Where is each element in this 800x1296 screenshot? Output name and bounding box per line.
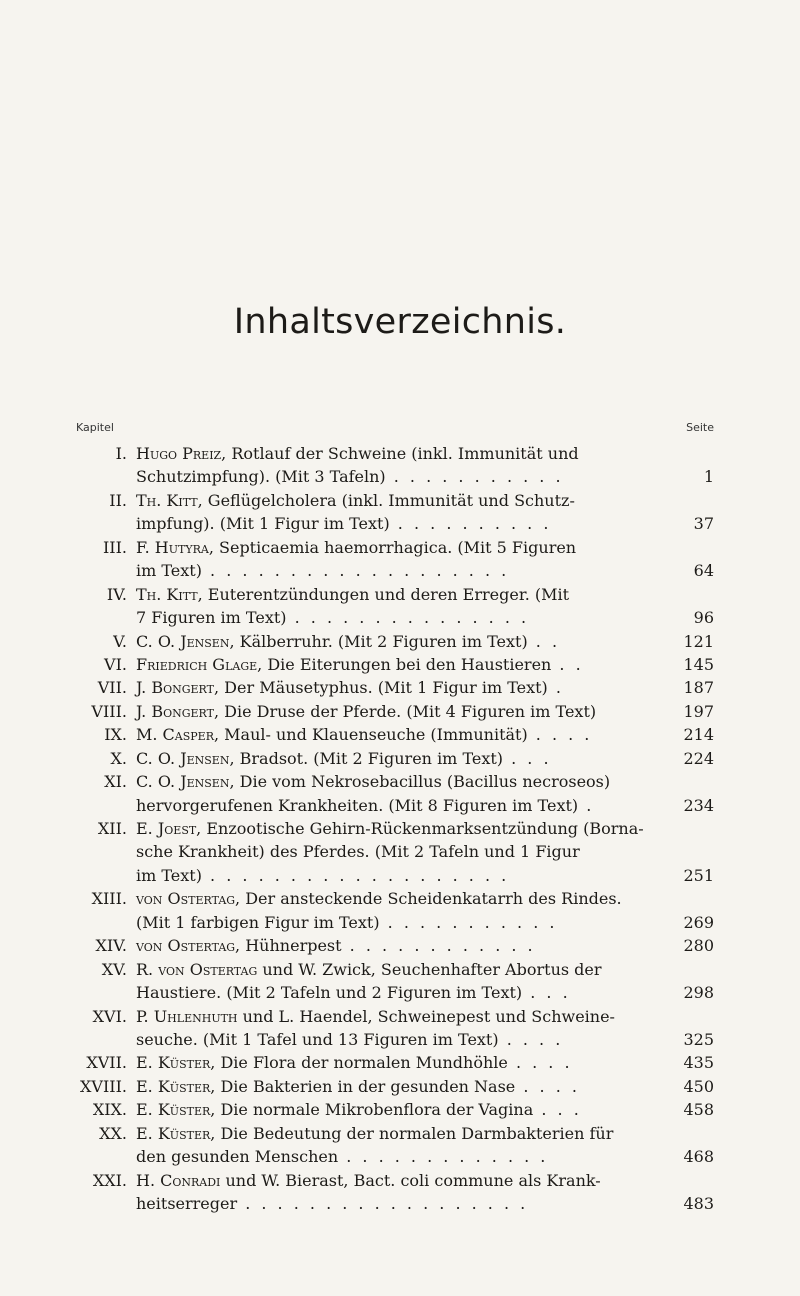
toc-line: [70, 981, 714, 1004]
entry-title: und L. Haendel, Schweinepest und Schweine-: [237, 1006, 615, 1026]
entry-title: Die vom Nekrosebacillus (Bacillus necroseos): [234, 772, 611, 792]
toc-line: [70, 653, 714, 676]
toc-line: [70, 489, 714, 512]
toc-entry: [70, 934, 714, 957]
chapter-number: XII.: [97, 819, 127, 838]
toc-line: [70, 817, 714, 840]
author-name: von Ostertag,: [136, 936, 241, 956]
toc-line: [70, 1169, 714, 1192]
page-number: 197: [683, 701, 714, 721]
author-name: H. Conradi: [136, 1170, 221, 1190]
entry-title: Die Flora der normalen Mundhöhle: [215, 1053, 508, 1073]
toc-entry: [70, 489, 714, 536]
page-number: 483: [683, 1194, 714, 1213]
toc-line: [70, 911, 714, 934]
toc-line: [70, 1098, 714, 1121]
page-title: Inhaltsverzeichnis.: [233, 302, 567, 342]
entry-title: Maul- und Klauenseuche (Immunität): [219, 725, 528, 745]
toc-entry: [70, 723, 714, 746]
entry-title: (Mit 1 farbigen Figur im Text): [136, 912, 380, 932]
author-name: M. Casper,: [136, 725, 220, 745]
author-name: J. Bongert,: [136, 678, 220, 698]
entry-title: hervorgerufenen Krankheiten. (Mit 8 Figuren im Text): [136, 795, 579, 815]
toc-line: [70, 864, 714, 887]
leader-dots: . .: [551, 654, 584, 674]
toc-entry: [70, 817, 714, 887]
toc-line: [70, 559, 714, 582]
toc-entry: [70, 583, 714, 630]
author-name: Th. Kitt,: [136, 490, 203, 510]
entry-title: im Text): [136, 561, 202, 581]
page-number: 269: [683, 912, 714, 932]
entry-title: Haustiere. (Mit 2 Tafeln und 2 Figuren im Text): [136, 983, 523, 1003]
toc-line: [70, 1005, 714, 1028]
entry-title: den gesunden Menschen: [136, 1147, 339, 1167]
entry-title: Septicaemia haemorrhagica. (Mit 5 Figuren: [213, 537, 577, 557]
entry-title: Schutzimpfung). (Mit 3 Tafeln): [136, 467, 386, 487]
toc-line: [70, 606, 714, 629]
toc-entry: [70, 700, 714, 723]
leader-dots: . .: [527, 631, 561, 651]
author-name: Hugo Preiz,: [136, 444, 227, 463]
chapter-number: XVIII.: [80, 1076, 127, 1096]
author-name: C. O. Jensen,: [136, 772, 235, 792]
entry-title: sche Krankheit) des Pferdes. (Mit 2 Tafeln und 1 Figur: [136, 842, 580, 862]
entry-title: Enzootische Gehirn-Rückenmarksentzündung (Borna-: [201, 819, 644, 838]
table-of-contents: [70, 442, 714, 1215]
leader-dots: . . .: [522, 983, 571, 1003]
page-number: 224: [683, 748, 714, 768]
leader-dots: . . . .: [498, 1029, 564, 1049]
page-number: 298: [683, 983, 714, 1003]
author-name: von Ostertag,: [136, 889, 241, 909]
page-column-header: Seite: [686, 421, 714, 434]
page-number: 1: [703, 467, 714, 487]
leader-dots: . . . .: [527, 725, 593, 745]
entry-title: Geflügelcholera (inkl. Immunität und Schutz-: [202, 490, 575, 510]
chapter-number: VI.: [104, 654, 127, 674]
author-name: J. Bongert,: [136, 701, 220, 721]
leader-dots: . . . . . . . . . . .: [379, 912, 558, 932]
toc-entry: [70, 536, 714, 583]
leader-dots: . . . . . . . . . . .: [385, 467, 564, 487]
entry-title: und W. Bierast, Bact. coli commune als Krank-: [220, 1170, 601, 1190]
author-name: Th. Kitt,: [136, 584, 203, 604]
toc-entry: [70, 676, 714, 699]
author-name: F. Hutyra,: [136, 537, 214, 557]
leader-dots: .: [547, 678, 564, 698]
chapter-number: XX.: [99, 1123, 127, 1143]
author-name: E. Küster,: [136, 1123, 216, 1143]
leader-dots: . . . .: [515, 1076, 580, 1096]
entry-title: Die Eiterungen bei den Haustieren: [262, 654, 552, 674]
toc-line: [70, 1028, 714, 1051]
author-name: E. Küster,: [136, 1053, 216, 1073]
leader-dots: . . .: [533, 1100, 582, 1120]
author-name: Friedrich Glage,: [136, 654, 263, 674]
toc-line: [70, 840, 714, 863]
toc-line: [70, 1051, 714, 1074]
page-number: 96: [693, 608, 714, 628]
toc-line: [70, 794, 714, 817]
author-name: R. von Ostertag: [136, 959, 258, 979]
chapter-number: XIV.: [95, 936, 127, 956]
chapter-number: II.: [109, 490, 127, 510]
page-number: 251: [683, 865, 714, 885]
page-number: 187: [683, 678, 714, 698]
toc-line: [70, 723, 714, 746]
toc-line: [70, 700, 714, 723]
chapter-number: IX.: [104, 725, 127, 745]
page-number: 280: [683, 936, 714, 956]
chapter-number: XI.: [104, 772, 127, 792]
toc-line: [70, 465, 714, 488]
page-number: 145: [683, 654, 714, 674]
entry-title: Kälberruhr. (Mit 2 Figuren im Text): [234, 631, 528, 651]
chapter-number: IV.: [106, 584, 127, 604]
toc-line: [70, 512, 714, 535]
chapter-number: VIII.: [91, 701, 127, 721]
toc-line: [70, 676, 714, 699]
entry-title: Die Bakterien in der gesunden Nase: [215, 1076, 516, 1096]
page-number: 37: [693, 514, 714, 534]
page-number: 435: [683, 1053, 714, 1073]
entry-title: impfung). (Mit 1 Figur im Text): [136, 514, 390, 534]
toc-line: [70, 747, 714, 770]
chapter-number: V.: [113, 631, 127, 651]
toc-entry: [70, 747, 714, 770]
chapter-number: XV.: [101, 959, 127, 979]
toc-line: [70, 1192, 714, 1215]
toc-line: [70, 442, 714, 465]
page-number: 325: [683, 1029, 714, 1049]
entry-title: Der ansteckende Scheidenkatarrh des Rindes.: [240, 889, 622, 909]
page-number: 121: [683, 631, 714, 651]
chapter-column-header: Kapitel: [76, 421, 114, 434]
entry-title: Euterentzündungen und deren Erreger. (Mit: [202, 584, 570, 604]
chapter-number: XVI.: [92, 1006, 127, 1026]
leader-dots: . . .: [503, 748, 552, 768]
author-name: P. Uhlenhuth: [136, 1006, 238, 1026]
author-name: C. O. Jensen,: [136, 748, 235, 768]
toc-entry: [70, 1169, 714, 1216]
toc-entry: [70, 887, 714, 934]
entry-title: Die normale Mikrobenflora der Vagina: [215, 1100, 534, 1120]
page-number: 214: [683, 725, 714, 745]
chapter-number: VII.: [97, 678, 127, 698]
leader-dots: . . . . . . . . . . . . . . .: [286, 608, 530, 628]
leader-dots: . . . . . . . . . . . .: [341, 936, 536, 956]
leader-dots: . . . .: [507, 1053, 573, 1073]
toc-entry: [70, 442, 714, 489]
leader-dots: . . . . . . . . . . . . . . . . . .: [237, 1194, 529, 1213]
toc-line: [70, 630, 714, 653]
entry-title: heitserreger: [136, 1194, 238, 1213]
toc-line: [70, 583, 714, 606]
leader-dots: . . . . . . . . . . . . .: [338, 1147, 549, 1167]
entry-title: seuche. (Mit 1 Tafel und 13 Figuren im Text): [136, 1029, 499, 1049]
author-name: E. Küster,: [136, 1100, 216, 1120]
entry-title: Die Druse der Pferde. (Mit 4 Figuren im Text): [219, 701, 597, 721]
chapter-number: XIII.: [91, 889, 127, 909]
page-number: 64: [693, 561, 714, 581]
chapter-number: X.: [110, 748, 127, 768]
toc-line: [70, 536, 714, 559]
leader-dots: . . . . . . . . . . . . . . . . . . .: [201, 561, 510, 581]
toc-line: [70, 958, 714, 981]
author-name: E. Küster,: [136, 1076, 216, 1096]
chapter-number: XXI.: [92, 1170, 127, 1190]
toc-line: [70, 934, 714, 957]
toc-entry: [70, 1005, 714, 1052]
author-name: E. Joest,: [136, 819, 202, 838]
page-number: 234: [683, 795, 714, 815]
entry-title: Hühnerpest: [240, 936, 342, 956]
toc-entry: [70, 1122, 714, 1169]
chapter-number: I.: [115, 444, 127, 463]
leader-dots: .: [578, 795, 595, 815]
chapter-number: XVII.: [86, 1053, 127, 1073]
chapter-number: III.: [102, 537, 127, 557]
toc-entry: [70, 653, 714, 676]
chapter-number: XIX.: [92, 1100, 127, 1120]
toc-line: [70, 1145, 714, 1168]
entry-title: im Text): [136, 865, 202, 885]
toc-entry: [70, 958, 714, 1005]
entry-title: und W. Zwick, Seuchenhafter Abortus der: [257, 959, 602, 979]
entry-title: Der Mäusetyphus. (Mit 1 Figur im Text): [219, 678, 548, 698]
entry-title: Die Bedeutung der normalen Darmbakterien für: [215, 1123, 614, 1143]
toc-line: [70, 887, 714, 910]
entry-title: 7 Figuren im Text): [136, 608, 287, 628]
toc-line: [70, 1122, 714, 1145]
toc-entry: [70, 1098, 714, 1121]
page-number: 458: [683, 1100, 714, 1120]
entry-title: Rotlauf der Schweine (inkl. Immunität und: [226, 444, 579, 463]
author-name: C. O. Jensen,: [136, 631, 235, 651]
toc-entry: [70, 1075, 714, 1098]
leader-dots: . . . . . . . . . . . . . . . . . . .: [201, 865, 510, 885]
leader-dots: . . . . . . . . . .: [389, 514, 552, 534]
toc-line: [70, 770, 714, 793]
toc-entry: [70, 770, 714, 817]
toc-entry: [70, 630, 714, 653]
page-number: 450: [683, 1076, 714, 1096]
page-number: 468: [683, 1147, 714, 1167]
toc-entry: [70, 1051, 714, 1074]
toc-line: [70, 1075, 714, 1098]
entry-title: Bradsot. (Mit 2 Figuren im Text): [234, 748, 504, 768]
